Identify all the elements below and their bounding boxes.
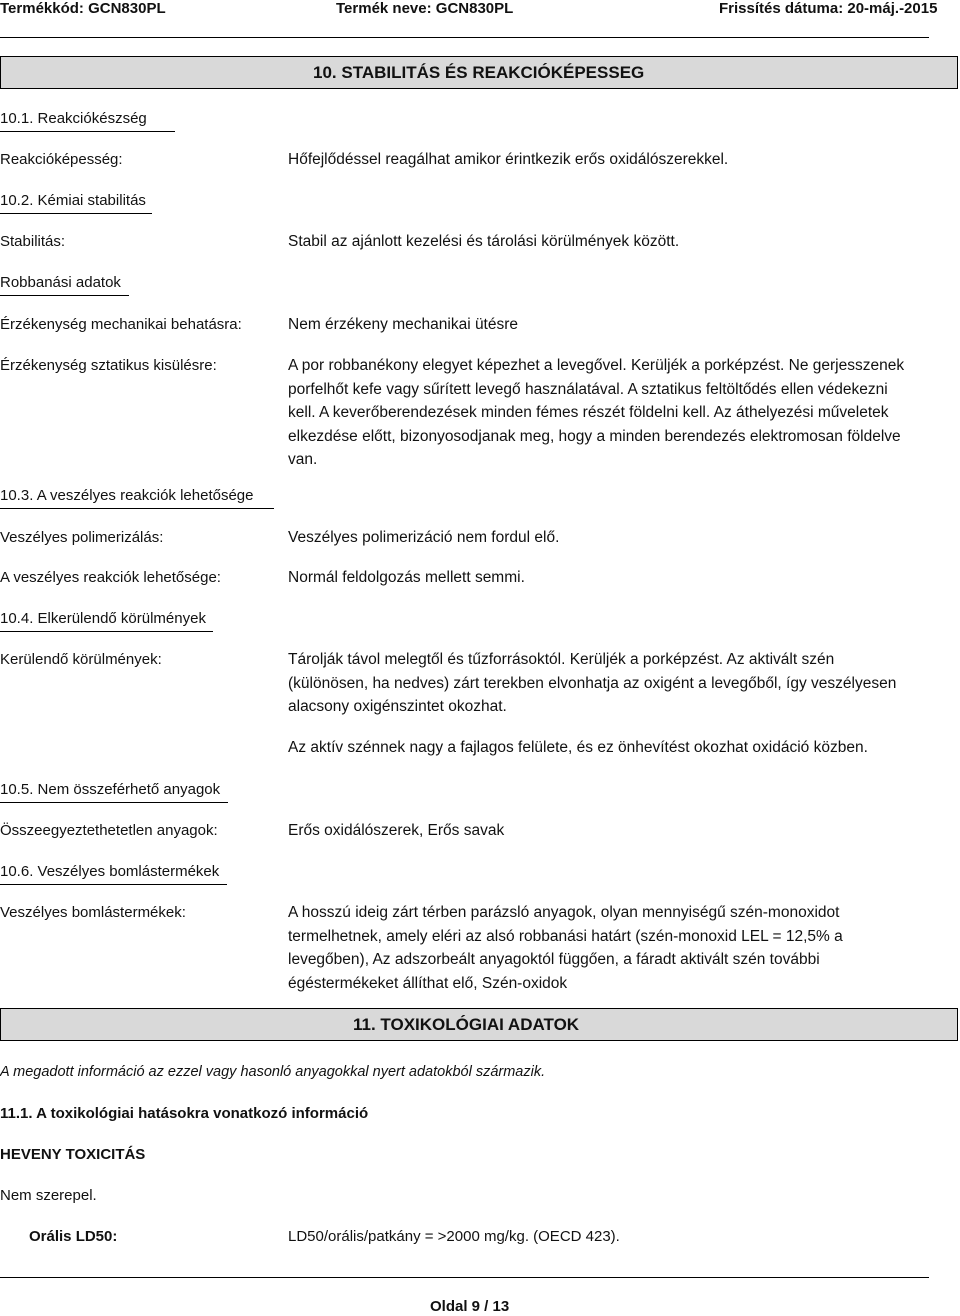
subsection-10-2-heading: 10.2. Kémiai stabilitás [0,192,152,214]
subsection-10-1-heading: 10.1. Reakciókészség [0,110,175,132]
static-line: A por robbanékony elegyet képezhet a levegővel. Kerüljék a porképzést. Ne gerjesszenek [288,357,905,374]
decomposition-products-label: Veszélyes bomlástermékek: [0,904,186,921]
subsection-10-3-heading: 10.3. A veszélyes reakciók lehetősége [0,487,274,509]
decomposition-line: levegőben), Az adszorbeált anyagoktól függően, a fáradt aktivált szén további [288,951,820,968]
static-line: porfelhőt kefe vagy sűrített levegő használatával. A sztatikus feltöltődés ellen védekezni [288,380,888,398]
mechanical-sensitivity-label: Érzékenység mechanikai behatásra: [0,316,242,333]
acute-toxicity-value: Nem szerepel. [0,1187,97,1204]
stability-label: Stabilitás: [0,233,66,250]
static-line: van. [288,451,318,468]
incompatible-materials-value: Erős oxidálószerek, Erős savak [288,822,505,839]
static-line: elkezdése előtt, bizonyosodjanak meg, hogy a minden berendezés elektromosan földelve [288,427,901,445]
activated-carbon-note: Az aktív szénnek nagy a fajlagos felülete, és ez önhevítést okozhat oxidáció közben. [288,739,868,756]
reactivity-value: Hőfejlődéssel reagálhat amikor érintkezik erős oxidálószerekkel. [288,151,729,168]
subsection-11-1-heading: 11.1. A toxikológiai hatásokra vonatkozó információ [0,1105,369,1122]
data-source-note: A megadott információ az ezzel vagy hasonló anyagokkal nyert adatokból származik. [0,1064,546,1080]
decomposition-line: A hosszú ideig zárt térben parázsló anyagok, olyan mennyiségű szén-monoxidot [288,904,840,921]
decomposition-products-value [288,901,843,995]
section-10-title: 10. STABILITÁS ÉS REAKCIÓKÉPESSEG [313,62,645,82]
conditions-line: (különösen, ha nedves) zárt terekben elvonhatja az oxigént a levegőből, így veszélyesen [288,674,897,692]
conditions-line: Tárolják távol melegtől és tűzforrásoktól. Kerüljék a porképzést. Az aktivált szén [288,651,835,668]
explosion-data-heading: Robbanási adatok [0,274,129,296]
conditions-to-avoid-value [288,648,896,719]
reactivity-label: Reakcióképesség: [0,151,123,168]
page-number: Oldal 9 / 13 [430,1298,510,1315]
polymerization-value: Veszélyes polimerizáció nem fordul elő. [288,529,560,546]
hazardous-reactions-value: Normál feldolgozás mellett semmi. [288,569,525,586]
revision-date: Frissítés dátuma: 20-máj.-2015 [719,0,938,17]
product-code: Termékkód: GCN830PL [0,0,166,17]
subsection-10-6-heading: 10.6. Veszélyes bomlástermékek [0,863,227,885]
decomposition-line: termelhetnek, amely eléri az alsó robbanási határt (szén-monoxid LEL = 12,5% a [288,927,843,945]
decomposition-line: égéstermékeket állíthat elő, Szén-oxidok [288,974,568,992]
acute-toxicity-heading: HEVENY TOXICITÁS [0,1146,146,1163]
product-name: Termék neve: GCN830PL [336,0,514,17]
oral-ld50-label: Orális LD50: [29,1228,118,1245]
section-11-title-band [0,1008,958,1041]
static-sensitivity-value [288,354,904,472]
subsection-10-4-heading: 10.4. Elkerülendő körülmények [0,610,213,632]
incompatible-materials-label: Összeegyeztethetetlen anyagok: [0,822,218,839]
oral-ld50-value: LD50/orális/patkány = >2000 mg/kg. (OECD 423). [288,1228,620,1245]
subsection-10-5-heading: 10.5. Nem összeférhető anyagok [0,781,228,803]
footer-divider [0,1277,929,1278]
section-10-title-band [0,56,958,89]
conditions-to-avoid-label: Kerülendő körülmények: [0,651,162,668]
stability-value: Stabil az ajánlott kezelési és tárolási körülmények között. [288,233,680,250]
mechanical-sensitivity-value: Nem érzékeny mechanikai ütésre [288,316,519,333]
hazardous-reactions-label: A veszélyes reakciók lehetősége: [0,569,221,586]
section-11-title: 11. TOXIKOLÓGIAI ADATOK [353,1014,580,1034]
static-sensitivity-label: Érzékenység sztatikus kisülésre: [0,357,217,374]
header-divider [0,37,929,38]
static-line: kell. A keverőberendezések minden fémes részét földelni kell. Az áthelyezési műveletek [288,404,889,421]
conditions-line: alacsony oxigénszintet okozhat. [288,698,507,715]
polymerization-label: Veszélyes polimerizálás: [0,529,164,546]
